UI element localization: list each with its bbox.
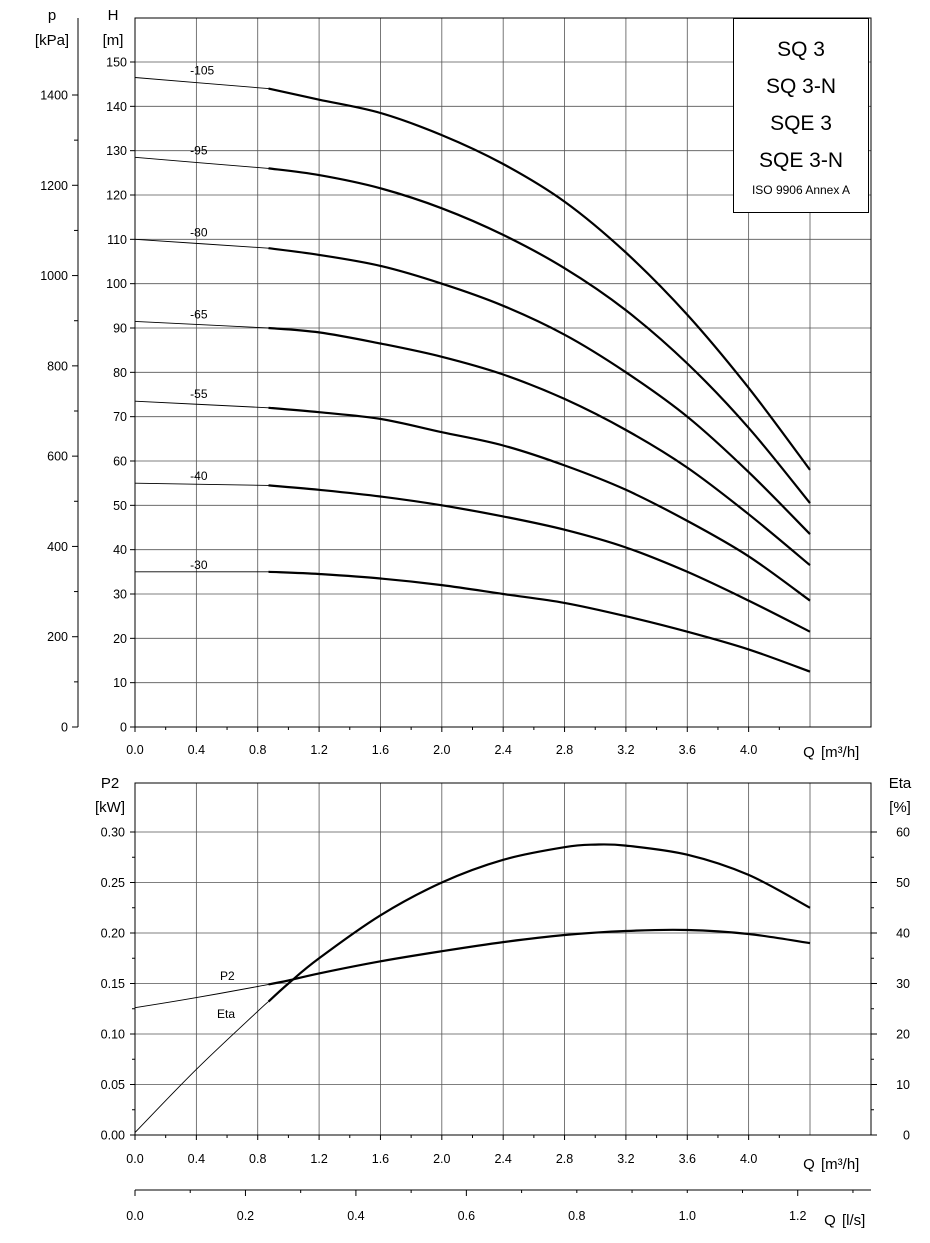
ls-tick-label: 0.8 [568, 1209, 586, 1223]
y-tick-label: 20 [113, 631, 127, 646]
bot-x-axis-unit: [m³/h] [821, 1156, 860, 1173]
y2-tick-label: 800 [47, 359, 68, 374]
y-tick-label: 120 [106, 188, 127, 203]
head-curve [269, 408, 811, 601]
x-tick-label: 4.0 [739, 743, 758, 757]
top-y-axis-unit: [m] [102, 32, 124, 49]
eta-label: Eta [217, 1007, 236, 1021]
ls-x-axis-name: Q [824, 1212, 836, 1229]
x-tick-label: 1.6 [371, 1152, 390, 1166]
head-curve [269, 485, 811, 631]
x-tick-label: 2.4 [494, 743, 512, 757]
top-x-axis-name: Q [803, 744, 815, 761]
ls-tick-label: 1.2 [789, 1209, 807, 1223]
model-name: SQ 3-N [765, 75, 836, 98]
x-tick-label: 3.2 [617, 743, 635, 757]
y-tick-label: 140 [106, 99, 127, 114]
bot-y2-axis-name: Eta [888, 775, 912, 792]
head-curve [269, 89, 811, 470]
y-tick-label: 40 [113, 543, 127, 558]
series-label: -105 [190, 63, 215, 78]
y2-tick-label: 200 [47, 630, 68, 645]
head-curve-thin [135, 239, 269, 248]
y2-tick-label: 0 [903, 1128, 910, 1143]
y2-tick-label: 400 [47, 539, 68, 554]
model-name: SQE 3-N [758, 149, 844, 172]
model-name: SQE 3 [770, 112, 832, 135]
ls-tick-label: 0.2 [236, 1209, 255, 1223]
y2-tick-label: 40 [896, 926, 910, 941]
y-tick-label: 60 [113, 454, 127, 469]
x-tick-label: 1.2 [310, 1152, 328, 1166]
y-tick-label: 0 [120, 720, 127, 735]
power-chart-series [135, 844, 810, 1132]
x-tick-label: 3.6 [678, 1152, 696, 1166]
y2-tick-label: 20 [896, 1027, 910, 1042]
eta-curve-thin [135, 1002, 269, 1133]
y2-tick-label: 10 [896, 1078, 910, 1092]
bot-y2-axis-unit: [%] [889, 799, 911, 816]
y-tick-label: 90 [113, 321, 127, 336]
ls-tick-label: 1.0 [678, 1209, 696, 1223]
head-curve [269, 572, 811, 672]
p2-curve [269, 930, 811, 985]
eta-curve [269, 844, 811, 1001]
head-chart-labels [190, 64, 214, 572]
y-tick-label: 100 [106, 277, 127, 292]
x-tick-label: 0.8 [249, 1152, 267, 1166]
y2-tick-label: 50 [896, 876, 910, 890]
x-tick-label: 2.8 [555, 743, 574, 757]
bot-y-axis-unit: [kW] [95, 799, 125, 816]
y-tick-label: 30 [113, 587, 127, 602]
x-tick-label: 4.0 [739, 1152, 758, 1166]
y2-tick-label: 60 [896, 825, 910, 840]
flow-ls-axis [126, 1190, 871, 1223]
y-tick-label: 50 [113, 498, 127, 513]
model-name: SQ 3 [777, 38, 825, 61]
head-curve-thin [135, 157, 269, 168]
x-tick-label: 2.0 [433, 1152, 451, 1166]
y-tick-label: 0.20 [100, 926, 125, 941]
y-tick-label: 80 [113, 365, 127, 380]
series-label: -65 [190, 307, 208, 322]
y2-tick-label: 30 [896, 977, 910, 991]
ls-tick-label: 0.4 [347, 1209, 365, 1223]
y-tick-label: 150 [106, 55, 127, 70]
power-chart-labels [217, 969, 235, 1021]
x-tick-label: 3.2 [617, 1152, 635, 1166]
ls-tick-label: 0.6 [457, 1209, 476, 1223]
top-x-axis-unit: [m³/h] [821, 744, 860, 761]
x-tick-label: 0.0 [126, 743, 144, 757]
x-tick-label: 2.0 [433, 743, 451, 757]
y-tick-label: 0.10 [100, 1027, 125, 1042]
p2-label: P2 [220, 969, 235, 983]
series-label: -95 [190, 143, 208, 158]
series-label: -40 [190, 469, 208, 484]
series-label: -30 [190, 557, 208, 572]
bot-x-axis-name: Q [803, 1156, 815, 1173]
x-tick-label: 2.8 [555, 1152, 574, 1166]
x-tick-label: 0.8 [249, 743, 267, 757]
ls-x-axis-unit: [l/s] [842, 1212, 866, 1229]
y2-tick-label: 1400 [40, 88, 68, 103]
head-curve [269, 248, 811, 534]
y2-tick-label: 600 [47, 449, 68, 464]
power-chart-grid [135, 783, 871, 1135]
y-tick-label: 0.00 [100, 1128, 125, 1143]
x-tick-label: 2.4 [494, 1152, 512, 1166]
top-y2-axis-name: p [47, 7, 57, 24]
head-curve-thin [135, 483, 269, 485]
ls-tick-label: 0.0 [126, 1209, 144, 1223]
top-y-axis-name: H [107, 7, 119, 24]
y-tick-label: 0.30 [100, 825, 125, 840]
x-tick-label: 3.6 [678, 743, 696, 757]
y-tick-label: 0.15 [100, 977, 125, 991]
head-chart-series [135, 78, 810, 672]
y-tick-label: 10 [113, 676, 127, 691]
y2-tick-label: 0 [61, 720, 68, 735]
y-tick-label: 0.05 [100, 1078, 125, 1092]
test-standard: ISO 9906 Annex A [751, 183, 851, 197]
power-chart-axes [101, 826, 910, 1167]
p2-curve-thin [135, 984, 269, 1007]
head-curve-thin [135, 321, 269, 328]
y-tick-label: 110 [107, 232, 127, 247]
x-tick-label: 1.6 [371, 743, 390, 757]
y2-tick-label: 1000 [40, 269, 68, 284]
y2-tick-label: 1200 [40, 178, 68, 193]
series-label: -80 [190, 225, 208, 240]
x-tick-label: 0.0 [126, 1152, 144, 1166]
model-title-box [733, 18, 869, 213]
x-tick-label: 0.4 [187, 1152, 206, 1166]
top-y2-axis-unit: [kPa] [34, 32, 70, 49]
x-tick-label: 0.4 [187, 743, 206, 757]
x-tick-label: 1.2 [310, 743, 328, 757]
y-tick-label: 70 [113, 410, 127, 425]
y-tick-label: 0.25 [100, 876, 125, 890]
bot-y-axis-name: P2 [100, 775, 120, 792]
series-label: -55 [190, 387, 208, 402]
head-chart-axes [40, 18, 779, 757]
head-curve-thin [135, 78, 269, 89]
head-curve-thin [135, 401, 269, 408]
y-tick-label: 130 [106, 144, 127, 159]
